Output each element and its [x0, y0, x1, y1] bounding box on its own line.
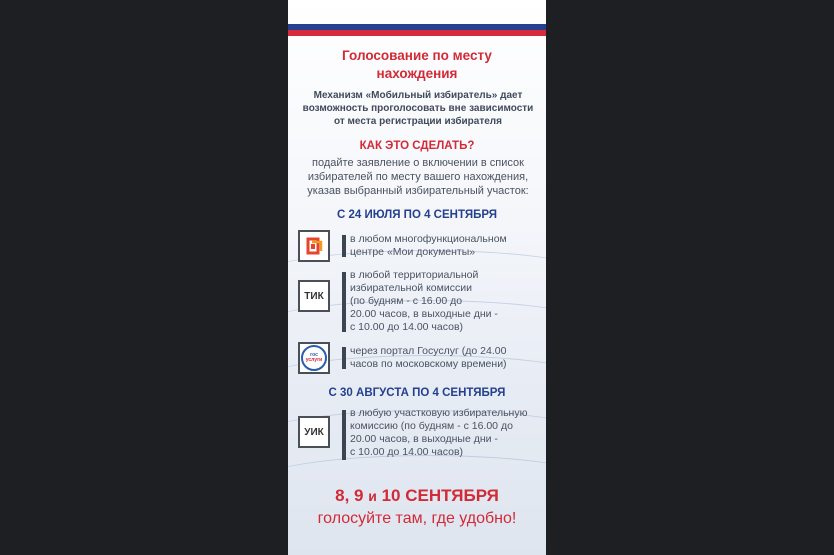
dates-and: и — [368, 488, 377, 504]
russian-flag-stripes — [288, 20, 546, 36]
title-line: нахождения — [376, 66, 458, 81]
accent-bar — [342, 272, 346, 332]
accent-bar — [342, 347, 346, 369]
option-mfc — [298, 230, 546, 264]
dates-part: 8, 9 — [335, 486, 364, 505]
election-poster — [288, 0, 546, 555]
poster-title — [288, 47, 546, 83]
how-text — [296, 156, 540, 198]
how-line: указав выбранный избирательный участок: — [307, 185, 529, 197]
option-line: (по будням - с 16.00 до — [350, 295, 463, 307]
election-dates — [288, 486, 546, 506]
option-line: комиссию (по будням - с 16.00 до — [350, 420, 513, 432]
option-line: часов по московскому времени) — [350, 358, 507, 370]
option-line: избирательной комиссии — [350, 282, 472, 294]
option-tik — [298, 268, 546, 338]
intro-text — [298, 89, 538, 128]
option-line: 20.00 часов, в выходные дни - — [350, 308, 498, 320]
option-line: в любую участковую избирательную — [350, 407, 528, 419]
option-uik — [298, 406, 546, 464]
option-line: в любом многофункциональном — [350, 233, 507, 245]
my-documents-logo-icon — [298, 230, 330, 262]
gosuslugi-logo-text: услуги — [305, 357, 323, 363]
how-line: подайте заявление о включении в список — [312, 157, 524, 169]
how-line: избирателей по месту вашего нахождения, — [307, 171, 529, 183]
option-text — [350, 345, 546, 371]
option-text — [350, 269, 546, 334]
uik-icon: УИК — [298, 416, 330, 448]
gosuslugi-logo-text: гос — [310, 352, 318, 358]
option-line: через портал Госуслуг (до 24.00 — [350, 345, 507, 357]
option-text — [350, 407, 546, 459]
period-heading-2: С 30 АВГУСТА ПО 4 СЕНТЯБРЯ — [328, 387, 506, 399]
option-line: с 10.00 до 14.00 часов) — [350, 446, 464, 458]
title-line: Голосование по месту — [342, 48, 492, 63]
option-line: в любой территориальной — [350, 269, 479, 281]
flag-red-stripe — [288, 30, 546, 36]
dates-part: 10 СЕНТЯБРЯ — [381, 486, 499, 505]
intro-line: возможность проголосовать вне зависимости — [302, 103, 534, 114]
option-text — [350, 233, 546, 259]
option-line: с 10.00 до 14.00 часов) — [350, 321, 464, 333]
intro-line: Механизм «Мобильный избиратель» дает — [313, 90, 523, 101]
tik-icon: ТИК — [298, 280, 330, 312]
how-heading: КАК ЭТО СДЕЛАТЬ? — [359, 140, 475, 152]
slogan: голосуйте там, где удобно! — [317, 510, 517, 527]
my-documents-logo-icon — [304, 236, 324, 256]
accent-bar — [342, 410, 346, 460]
option-gosuslugi — [298, 342, 546, 376]
period-heading-1: С 24 ИЮЛЯ ПО 4 СЕНТЯБРЯ — [336, 209, 498, 221]
gosuslugi-circle-icon — [301, 345, 327, 371]
accent-bar — [342, 235, 346, 257]
option-line: центре «Мои документы» — [350, 246, 476, 258]
gosuslugi-logo-icon — [298, 342, 330, 374]
option-line: 20.00 часов, в выходные дни - — [350, 433, 498, 445]
intro-line: от места регистрации избирателя — [333, 116, 502, 127]
